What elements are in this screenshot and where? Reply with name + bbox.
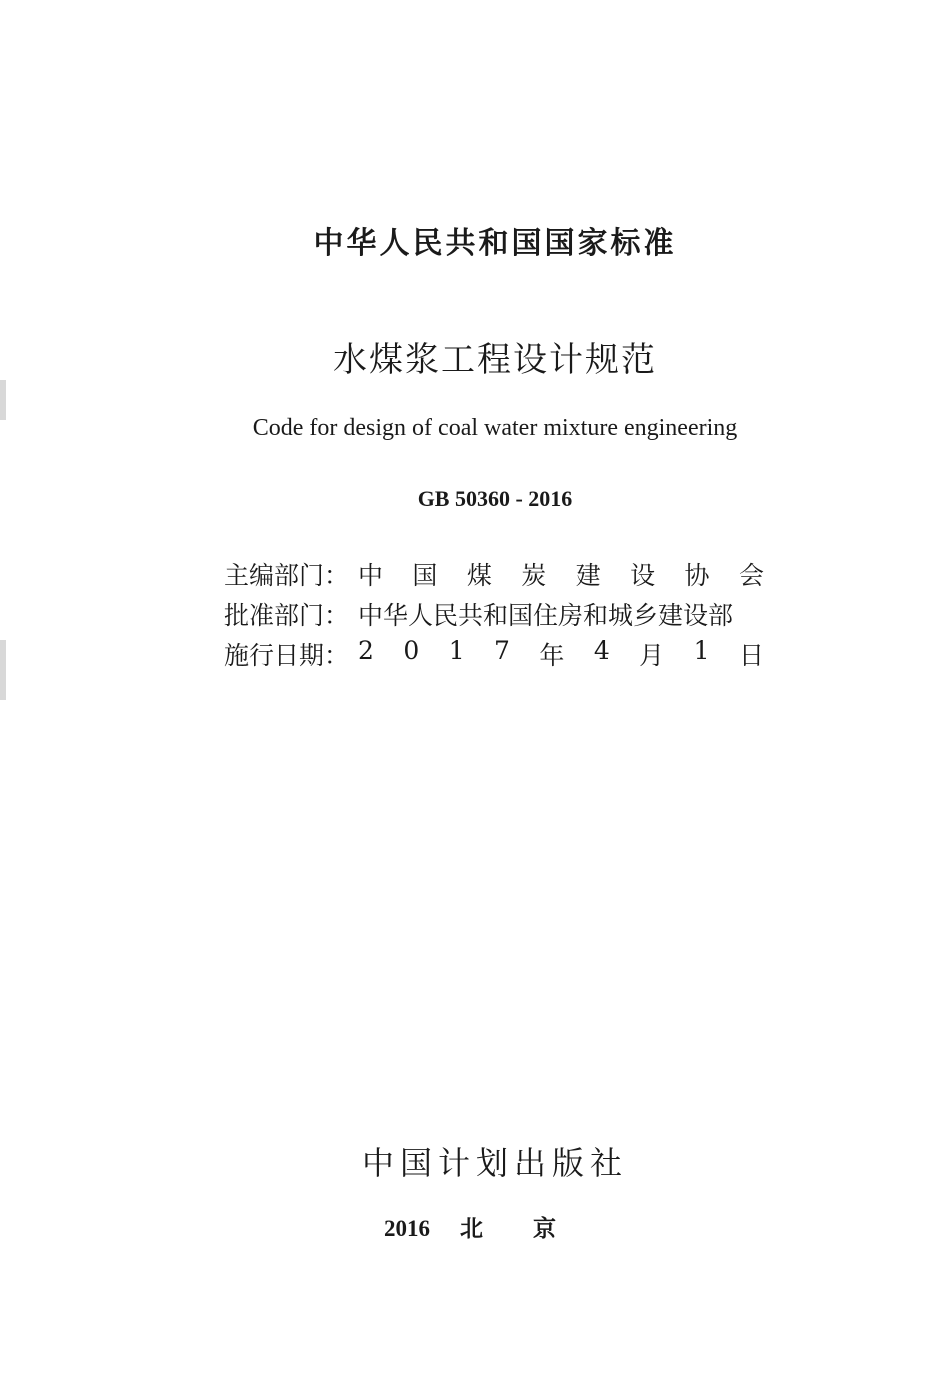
chief-editor-row	[224, 557, 764, 591]
chief-editor-char: 国	[412, 561, 438, 590]
effective-date-value	[358, 636, 764, 672]
national-standard-heading: 中华人民共和国国家标准	[313, 226, 677, 261]
effective-date-char: 4	[593, 636, 610, 665]
chief-editor-value	[358, 556, 764, 592]
effective-date-char: 0	[403, 636, 420, 665]
scan-edge-mark	[0, 640, 6, 700]
chief-editor-char: 会	[738, 561, 764, 590]
standard-title-english: Code for design of coal water mixture engineering	[252, 415, 738, 441]
publisher-name: 中国计划出版社	[361, 1144, 628, 1182]
approval-department-value: 中华人民共和国住房和城乡建设部	[358, 601, 734, 630]
chief-editor-label: 主编部门：	[224, 561, 350, 590]
publication-city: 北京	[460, 1215, 606, 1242]
chief-editor-char: 建	[575, 561, 601, 590]
effective-date-char: 1	[448, 636, 465, 665]
effective-date-char: 7	[494, 636, 510, 665]
effective-date-char: 1	[693, 636, 710, 665]
standard-title-chinese: 水煤浆工程设计规范	[333, 340, 657, 380]
chief-editor-char: 煤	[466, 561, 492, 590]
effective-date-char: 年	[539, 641, 565, 670]
effective-date-row	[224, 637, 764, 671]
effective-date-label: 施行日期：	[224, 641, 350, 670]
publication-place	[0, 1210, 950, 1243]
publication-year: 2016	[384, 1216, 430, 1241]
scan-edge-mark	[0, 380, 6, 420]
approval-department-row	[224, 597, 764, 631]
chief-editor-char: 炭	[521, 561, 547, 590]
approval-department-label: 批准部门：	[224, 601, 350, 630]
standard-number: GB 50360 - 2016	[417, 486, 573, 511]
chief-editor-char: 设	[630, 561, 656, 590]
chief-editor-char: 中	[358, 561, 384, 590]
effective-date-char: 日	[738, 641, 764, 670]
effective-date-char: 2	[358, 636, 374, 665]
chief-editor-char: 协	[684, 561, 710, 590]
effective-date-char: 月	[639, 641, 665, 670]
